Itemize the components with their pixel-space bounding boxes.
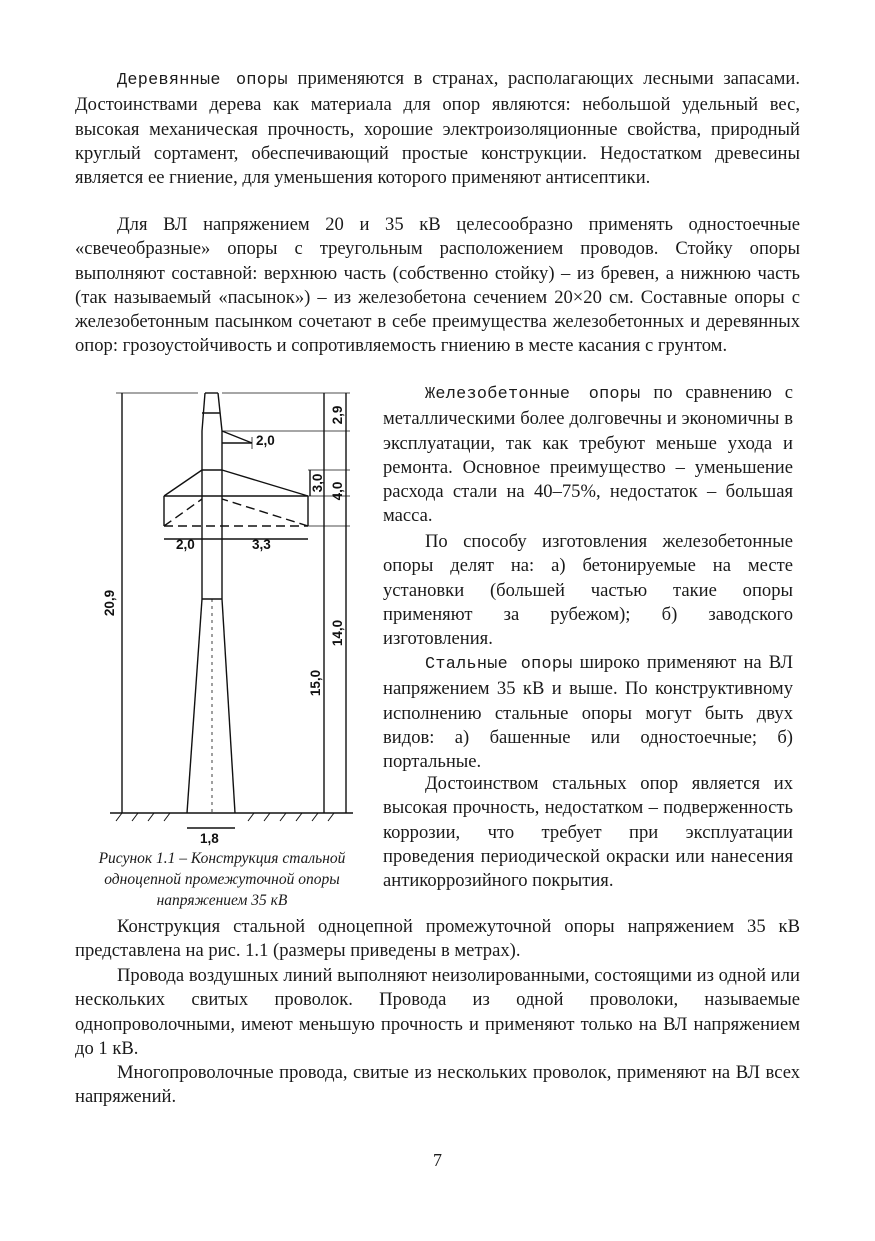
paragraph-steel-advantages: Достоинством стальных опор является их высокая прочность, недостатком – подверженность коррозии, что требует при эксплуатации проведения периодической окраски или нанесения антикоррозийного покрытия. — [383, 773, 793, 892]
figure-steel-support — [98, 383, 363, 853]
dim-shaft-height: 14,0 — [330, 619, 345, 647]
dim-upper-arm: 2,0 — [256, 433, 275, 448]
paragraph-concrete-manufacturing: По способу изготовления железобетонные опоры делят на: а) бетонируемые на месте установки (большей частью такие опоры применяют за рубежом); б) заводского изготовления. — [383, 531, 793, 650]
dim-total-height: 20,9 — [102, 589, 117, 617]
paragraph-candle-supports: Для ВЛ напряжением 20 и 35 кВ целесообразно применять одностоечные «свечеобразные» опоры с треугольным расположением проводов. Стойку опоры выполняют составной: верхнюю часть (собственно стойку) – из бревен, а нижнюю часть (так называемый «пасынок») – из железобетона сечением 20×20 см. Составные опоры с железобетонным пасынком сочетают в себе преимущества железобетонных и деревянных опор: грозоустойчивость и сопротивляемость гниению в месте касания с грунтом. — [75, 214, 800, 357]
dim-left-arm: 2,0 — [176, 537, 195, 552]
paragraph-text: применяются в странах, располагающих лесными запасами. Достоинствами дерева как материала для опор являются: небольшой удельный вес, высокая механическая прочность, хорошие электроизоляционные свойства, природный круглый сортамент, обеспечивающий простые конструкции. Недостатком древесины является ее гниение, для уменьшения которого применяют антисептики. — [75, 68, 800, 189]
term-concrete-supports: Железобетонные опоры — [425, 385, 641, 404]
dim-crossarm-gap: 3,0 — [310, 473, 325, 493]
dim-crossarm-spacing: 4,0 — [330, 481, 345, 501]
dim-top-section: 2,9 — [330, 405, 345, 425]
paragraph-wooden-supports — [75, 67, 800, 190]
paragraph-concrete-supports — [383, 381, 793, 529]
term-steel-supports: Стальные опоры — [425, 655, 573, 674]
dim-base-width: 1,8 — [200, 831, 219, 846]
paragraph-multiwire: Многопроволочные провода, свитые из нескольких проволок, применяют на ВЛ всех напряжений. — [75, 1062, 800, 1108]
term-wooden-supports: Деревянные опоры — [117, 71, 288, 90]
dim-right-arm: 3,3 — [252, 537, 271, 552]
paragraph-wires: Провода воздушных линий выполняют неизолированными, состоящими из одной или нескольких свитых проволок. Провода из одной проволоки, называемые однопроволочными, имеют меньшую прочность и применяют только на ВЛ напряжением до 1 кВ. — [75, 965, 800, 1059]
support-drawing — [98, 383, 363, 853]
paragraph-text: по сравнению с металлическими более долговечны и экономичны в эксплуатации, так как требуют меньше ухода и ремонта. Основное преимущество – уменьшение расхода стали на 40–75%, недостаток – большая масса. — [383, 382, 793, 527]
page-number: 7 — [433, 1150, 442, 1170]
figure-caption: Рисунок 1.1 – Конструкция стальной одноцепной промежуточной опоры напряжением 35 кВ — [98, 850, 346, 909]
paragraph-steel-supports — [383, 651, 793, 774]
dim-lower-height: 15,0 — [308, 669, 323, 697]
paragraph-text: широко применяют на ВЛ напряжением 35 кВ и выше. По конструктивному исполнению стальные опоры могут быть двух видов: а) башенные или одностоечные; б) портальные. — [383, 652, 794, 773]
paragraph-figure-reference: Конструкция стальной одноцепной промежуточной опоры напряжением 35 кВ представлена на рис. 1.1 (размеры приведены в метрах). — [75, 916, 800, 962]
